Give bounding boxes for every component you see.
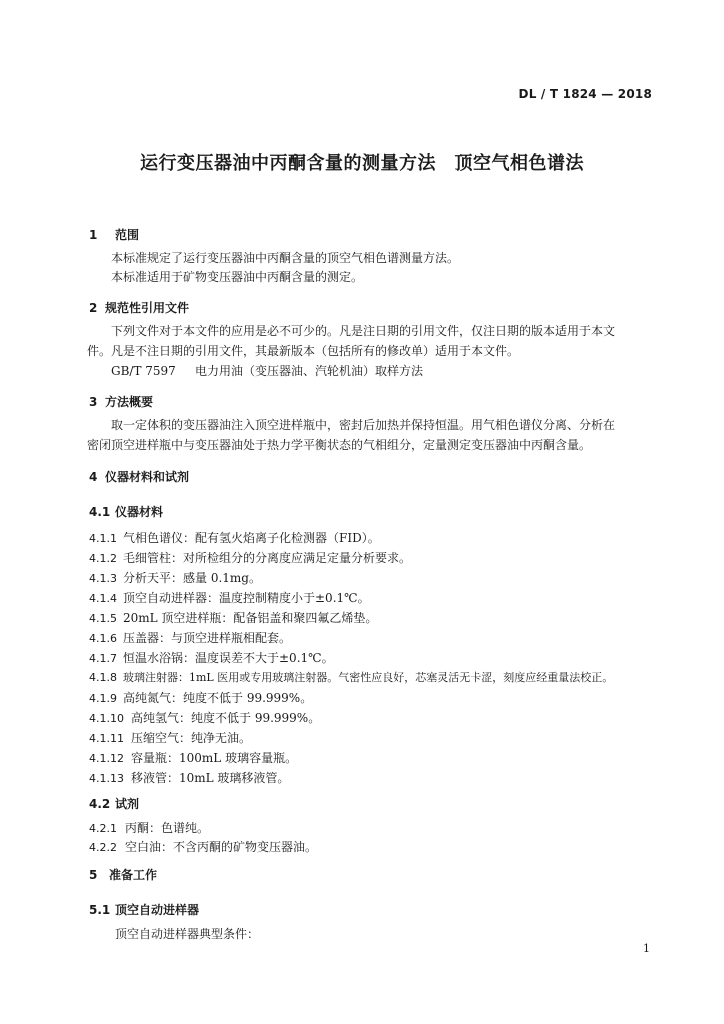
item-text: 压盖器：与顶空进样瓶相配套。 <box>123 631 292 645</box>
paragraph-line: 取一定体积的变压器油注入顶空进样瓶中，密封后加热并保持恒温。用气相色谱仪分离、分析在 <box>111 418 616 432</box>
item-number: 4.1.6 <box>89 632 117 645</box>
item-number: 4.1.2 <box>89 552 117 565</box>
section-5-heading <box>89 866 157 883</box>
normative-reference <box>111 362 423 379</box>
subsection-title: 顶空自动进样器 <box>115 903 200 917</box>
page-number: 1 <box>643 942 650 955</box>
section-title: 仪器材料和试剂 <box>105 470 190 484</box>
item-number: 4.1.3 <box>89 572 117 585</box>
item-number: 4.1.9 <box>89 692 117 705</box>
item-text: 顶空自动进样器：温度控制精度小于±0.1℃。 <box>123 591 370 605</box>
subsection-title: 仪器材料 <box>115 505 164 519</box>
item-number: 4.1.1 <box>89 532 117 545</box>
list-item <box>89 689 312 706</box>
subsection-5-1-heading <box>89 901 199 918</box>
item-text: 移液管：10mL 玻璃移液管。 <box>131 771 290 785</box>
section-number: 4 <box>89 470 98 484</box>
document-title: 运行变压器油中丙酮含量的测量方法 顶空气相色谱法 <box>140 153 584 174</box>
item-text: 高纯氢气：纯度不低于 99.999%。 <box>131 711 321 725</box>
item-number: 4.1.13 <box>89 772 124 785</box>
item-text: 气相色谱仪：配有氢火焰离子化检测器（FID）。 <box>123 531 380 545</box>
list-item <box>89 529 380 546</box>
section-3-heading <box>89 393 153 410</box>
item-text: 玻璃注射器：1mL 医用或专用玻璃注射器。气密性应良好，芯塞灵活无卡涩，刻度应经重量法校正。 <box>123 671 614 684</box>
subsection-number: 5.1 <box>89 903 111 917</box>
list-item <box>89 649 334 666</box>
list-item <box>89 819 209 836</box>
paragraph: 本标准适用于矿物变压器油中丙酮含量的测定。 <box>111 270 364 284</box>
item-number: 4.1.8 <box>89 671 117 684</box>
list-item <box>89 669 613 685</box>
item-text: 20mL 顶空进样瓶：配备铝盖和聚四氟乙烯垫。 <box>123 611 378 625</box>
item-text: 分析天平：感量 0.1mg。 <box>123 571 261 585</box>
section-number: 1 <box>89 228 98 242</box>
list-item <box>89 749 297 766</box>
item-number: 4.1.7 <box>89 652 117 665</box>
paragraph: 顶空自动进样器典型条件： <box>115 927 260 941</box>
list-item <box>89 609 377 626</box>
section-number: 3 <box>89 395 98 409</box>
item-text: 恒温水浴锅：温度误差不大于±0.1℃。 <box>123 651 334 665</box>
standard-code-header: DL / T 1824 — 2018 <box>518 87 652 101</box>
reference-code: GB/T 7597 <box>111 364 176 378</box>
list-item <box>89 838 317 855</box>
paragraph-line: 下列文件对于本文件的应用是必不可少的。凡是注日期的引用文件，仅注日期的版本适用于本文 <box>111 324 616 338</box>
section-title: 规范性引用文件 <box>105 301 190 315</box>
list-item <box>89 549 411 566</box>
section-number: 2 <box>89 301 98 315</box>
section-title: 方法概要 <box>105 395 154 409</box>
item-number: 4.1.12 <box>89 752 124 765</box>
item-number: 4.1.4 <box>89 592 117 605</box>
reference-title: 电力用油（变压器油、汽轮机油）取样方法 <box>195 364 424 378</box>
list-item <box>89 589 370 606</box>
item-number: 4.2.2 <box>89 841 117 854</box>
list-item <box>89 629 291 646</box>
item-number: 4.1.11 <box>89 732 124 745</box>
list-item <box>89 709 320 726</box>
section-title: 范围 <box>115 228 140 242</box>
item-text: 毛细管柱：对所检组分的分离度应满足定量分析要求。 <box>123 551 412 565</box>
item-number: 4.2.1 <box>89 822 117 835</box>
item-text: 压缩空气：纯净无油。 <box>131 731 252 745</box>
subsection-number: 4.1 <box>89 505 111 519</box>
item-text: 丙酮：色谱纯。 <box>125 821 210 835</box>
subsection-title: 试剂 <box>115 797 140 811</box>
list-item <box>89 569 261 586</box>
paragraph-line: 密闭顶空进样瓶中与变压器油处于热力学平衡状态的气相组分，定量测定变压器油中丙酮含量。 <box>87 438 592 452</box>
item-text: 高纯氮气：纯度不低于 99.999%。 <box>123 691 313 705</box>
section-2-heading <box>89 299 189 316</box>
paragraph-line: 件。凡是不注日期的引用文件，其最新版本（包括所有的修改单）适用于本文件。 <box>87 344 520 358</box>
section-1-heading <box>89 226 139 243</box>
subsection-4-2-heading <box>89 795 139 812</box>
list-item <box>89 769 289 786</box>
section-4-heading <box>89 468 189 485</box>
item-number: 4.1.5 <box>89 612 117 625</box>
subsection-4-1-heading <box>89 503 163 520</box>
item-number: 4.1.10 <box>89 712 124 725</box>
item-text: 空白油：不含丙酮的矿物变压器油。 <box>125 840 318 854</box>
list-item <box>89 729 251 746</box>
section-number: 5 <box>89 868 98 882</box>
section-title: 准备工作 <box>109 868 158 882</box>
subsection-number: 4.2 <box>89 797 111 811</box>
paragraph: 本标准规定了运行变压器油中丙酮含量的顶空气相色谱测量方法。 <box>111 251 460 265</box>
item-text: 容量瓶：100mL 玻璃容量瓶。 <box>131 751 298 765</box>
